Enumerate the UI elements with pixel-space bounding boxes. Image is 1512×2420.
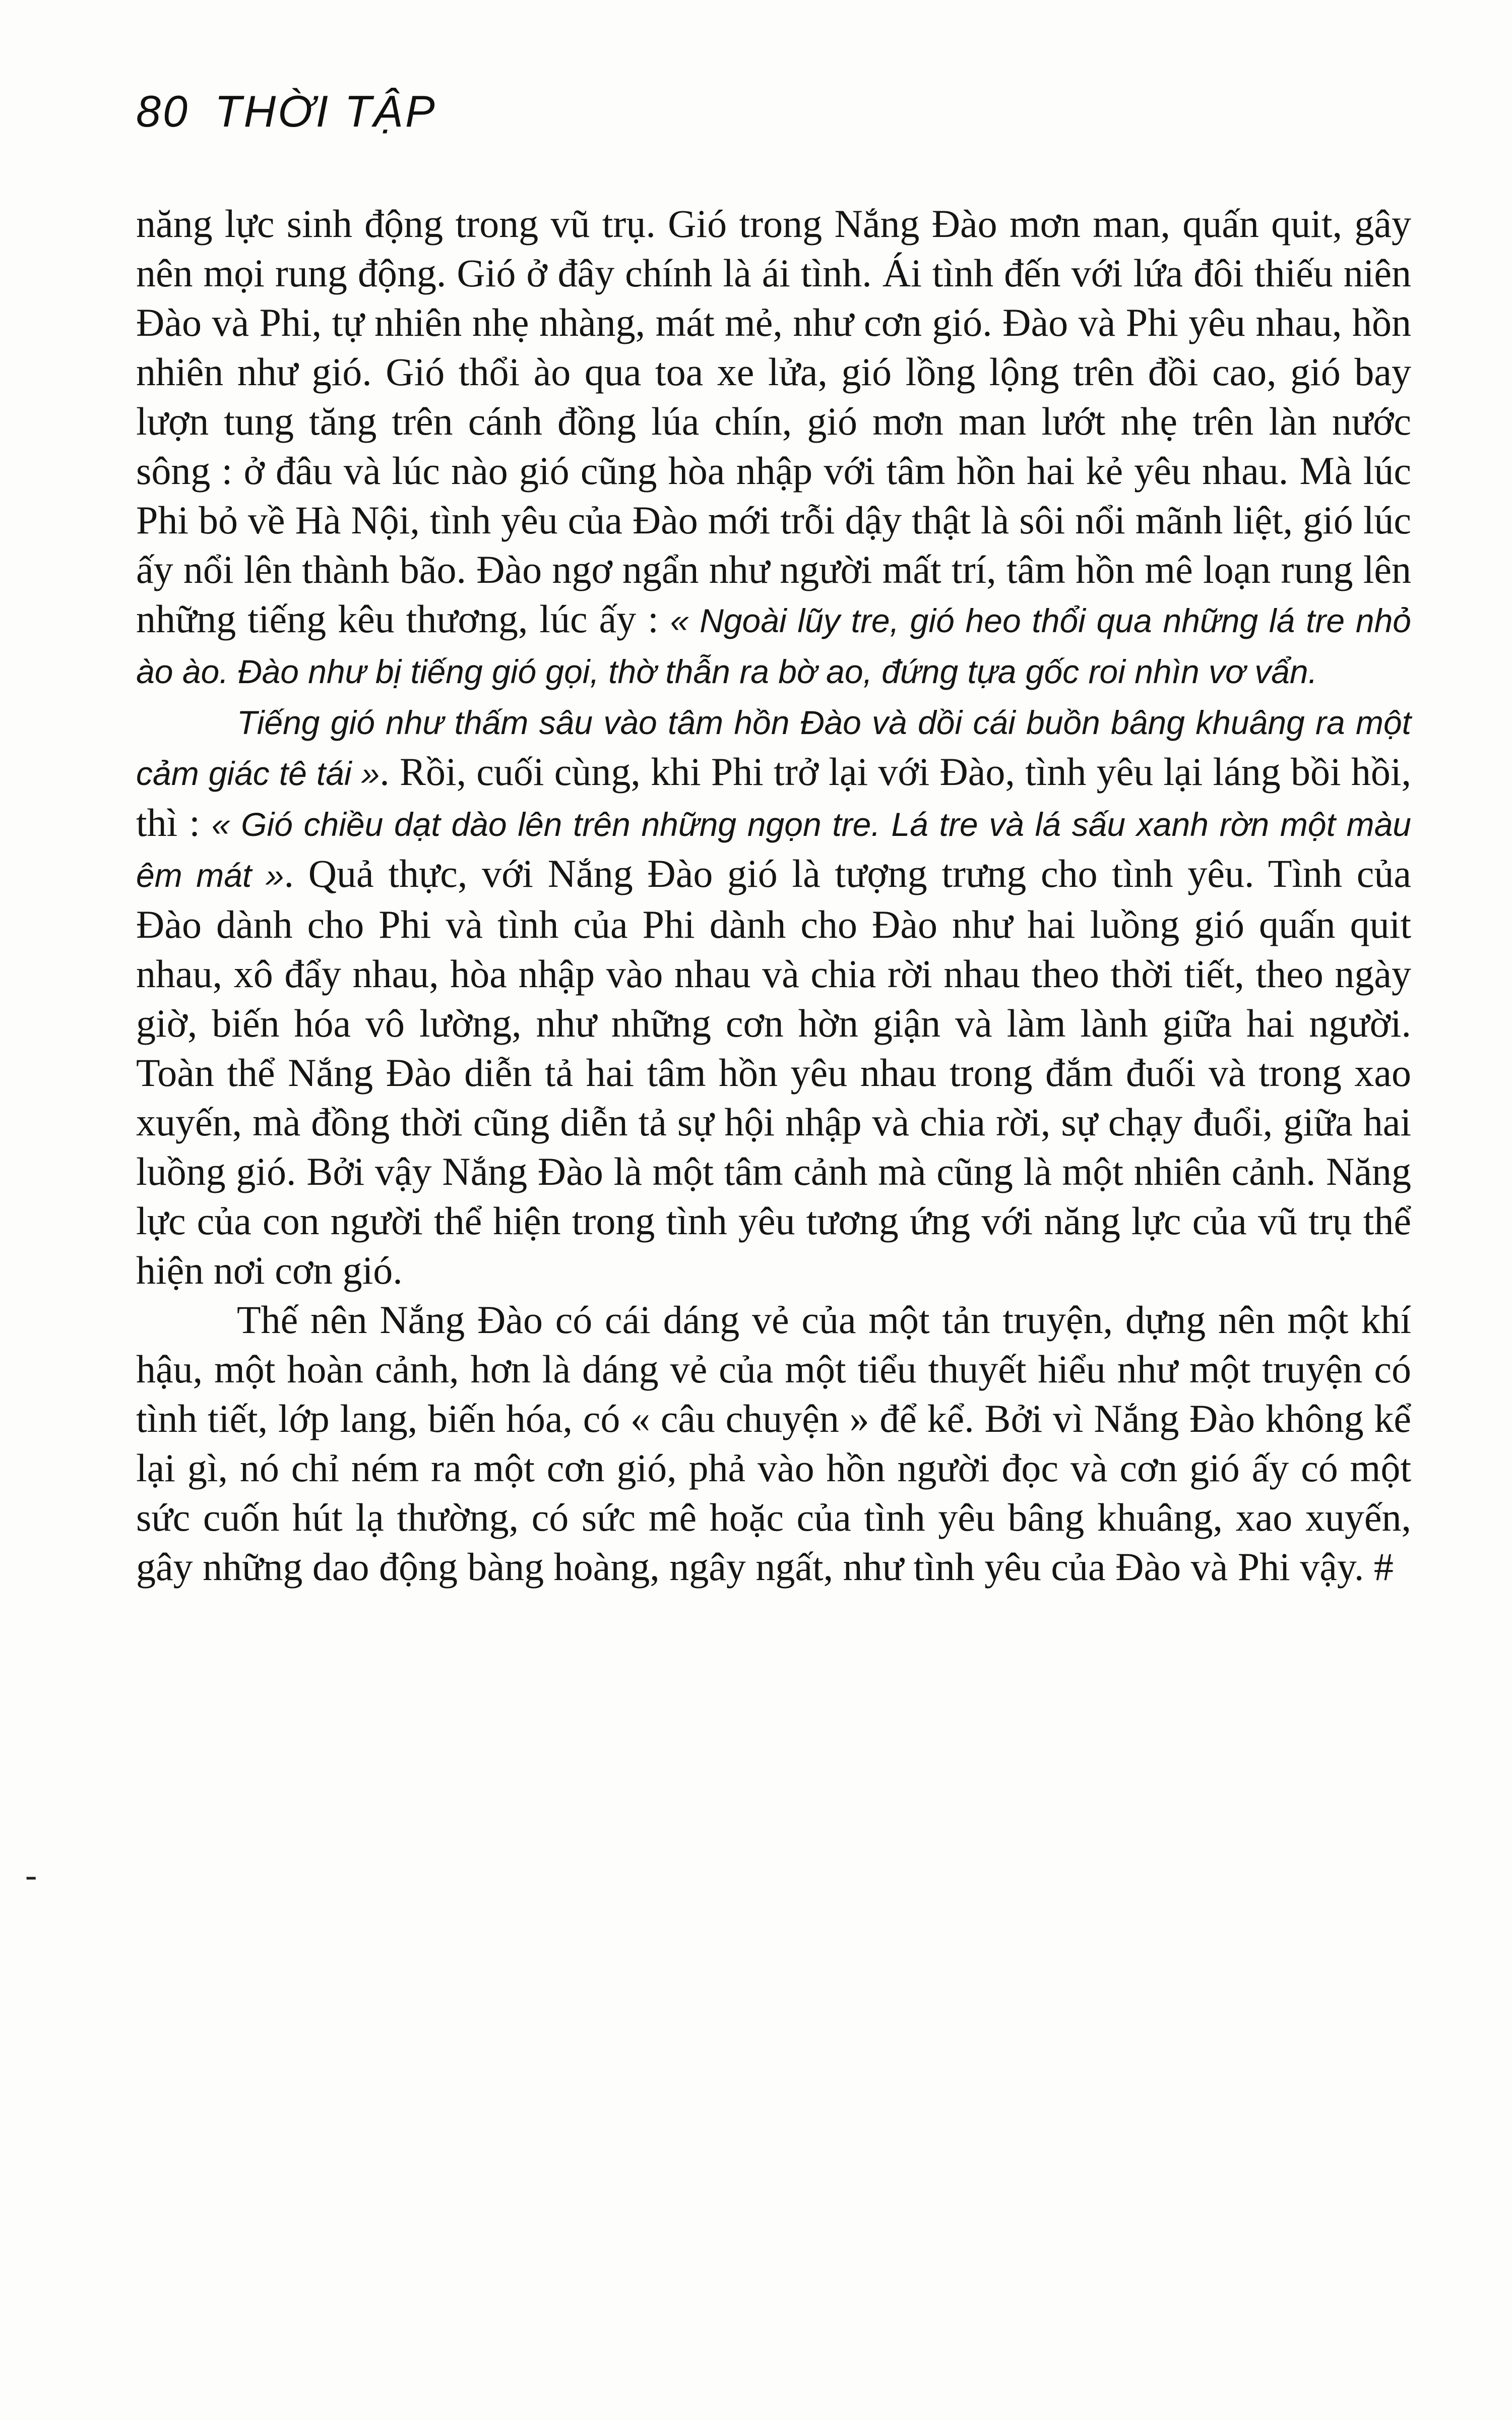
paragraph-2-quote-1: Tiếng gió như thấm sâu vào tâm hồn Đào và dồi cái buồn bâng khuâng ra một cảm giác tê tái » — [136, 704, 1411, 792]
paragraph-1-quote: « Ngoài lũy tre, gió heo thổi qua những lá tre nhỏ ào ào. Đào như bị tiếng gió gọi, thờ thẫn ra bờ ao, đứng tựa gốc roi nhìn vơ vẩn. — [136, 602, 1411, 690]
paragraph-1-text: năng lực sinh động trong vũ trụ. Gió trong Nắng Đào mơn man, quấn quit, gây nên mọi rung động. Gió ở đây chính là ái tình. Ái tình đến với lứa đôi thiếu niên Đào và Phi, tự nhiên nhẹ nhàng, mát mẻ, như cơn gió. Đào và Phi yêu nhau, hồn nhiên như gió. Gió thổi ào qua toa xe lửa, gió lồng lộng trên đồi cao, gió bay lượn tung tăng trên cánh đồng lúa chín, gió mơn man lướt nhẹ trên làn nước sông : ở đâu và lúc nào gió cũng hòa nhập với tâm hồn hai kẻ yêu nhau. Mà lúc Phi bỏ về Hà Nội, tình yêu của Đào mới trỗi dậy thật là sôi nổi mãnh liệt, gió lúc ấy nổi lên thành bão. Đào ngơ ngẩn như người mất trí, tâm hồn mê loạn rung lên những tiếng kêu thương, lúc ấy : — [136, 202, 1411, 641]
paragraph-2-text-1: . Rồi, cuối cùng, khi Phi trở lại với Đào, tình yêu lại láng bồi hồi, thì : — [136, 750, 1412, 844]
page-number: 80 — [136, 86, 190, 136]
paragraph-2-quote-2: « Gió chiều dạt dào lên trên những ngọn tre. Lá tre và lá sấu xanh rờn một màu êm mát » — [136, 806, 1411, 894]
paragraph-3-text: Thế nên Nắng Đào có cái dáng vẻ của một tản truyện, dựng nên một khí hậu, một hoàn cảnh, hơn là dáng vẻ của một tiểu thuyết hiểu như một truyện có tình tiết, lớp lang, biến hóa, có « câu chuyện » để kể. Bởi vì Nắng Đào không kể lại gì, nó chỉ ném ra một cơn gió, phả vào hồn người đọc và cơn gió ấy có một sức cuốn hút lạ thường, có sức mê hoặc của tình yêu bâng khuâng, xao xuyến, gây những dao động bàng hoàng, ngây ngất, như tình yêu của Đào và Phi vậy. # — [136, 1298, 1411, 1589]
page-header — [136, 86, 437, 137]
paragraph-1 — [136, 199, 1411, 696]
paragraph-2-text-2: . Quả thực, với Nắng Đào gió là tượng trưng cho tình yêu. Tình của Đào dành cho Phi và tình của Phi dành cho Đào như hai luồng gió quấn quit nhau, xô đẩy nhau, hòa nhập vào nhau và chia rời nhau theo thời tiết, theo ngày giờ, biến hóa vô lường, như những cơn hờn giận và làm lành giữa hai người. Toàn thể Nắng Đào diễn tả hai tâm hồn yêu nhau trong đắm đuối và trong xao xuyến, mà đồng thời cũng diễn tả sự hội nhập và chia rời, sự chạy đuổi, giữa hai luồng gió. Bởi vậy Nắng Đào là một tâm cảnh mà cũng là một nhiên cảnh. Năng lực của con người thể hiện trong tình yêu tương ứng với năng lực của vũ trụ thể hiện nơi cơn gió. — [136, 852, 1411, 1292]
paragraph-2 — [136, 696, 1411, 1295]
body-text — [136, 199, 1411, 1592]
paragraph-3 — [136, 1295, 1411, 1592]
margin-mark: - — [25, 1856, 37, 1895]
running-title: THỜI TẬP — [214, 86, 437, 136]
